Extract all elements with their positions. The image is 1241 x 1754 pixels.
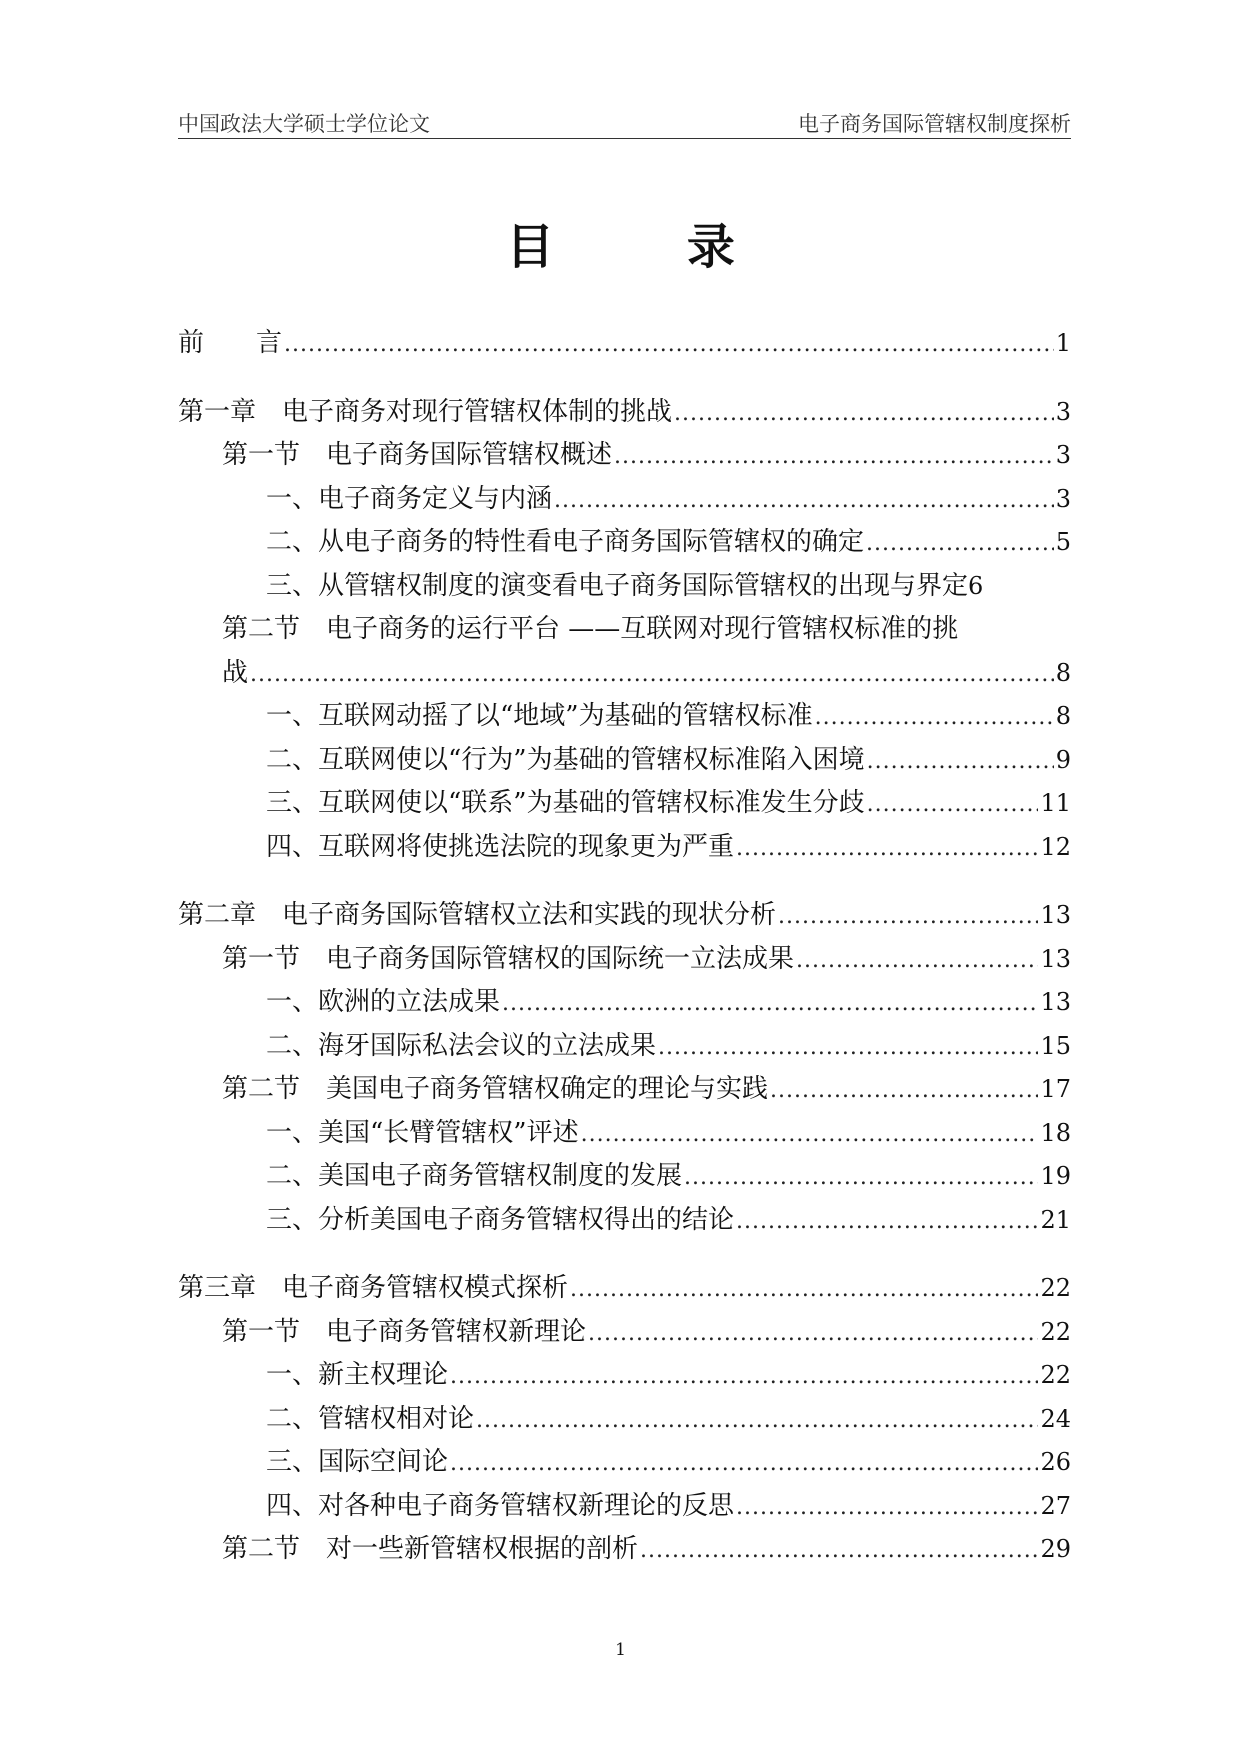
dot-leader	[778, 895, 1038, 939]
toc-entry-item[interactable]	[178, 1441, 1071, 1485]
toc-entry-page: 22	[1040, 1317, 1071, 1346]
toc-entry-page: 29	[1040, 1535, 1071, 1563]
toc-entry-label: 第二节 美国电子商务管辖权确定的理论与实践	[222, 1074, 769, 1104]
toc-entry-page: 27	[1040, 1491, 1071, 1520]
toc-entry-label: 一、美国“长臂管辖权”评述	[266, 1117, 579, 1148]
toc-entry-label: 二、美国电子商务管辖权制度的发展	[266, 1161, 683, 1191]
toc-entry-page: 11	[1040, 789, 1071, 817]
dot-leader	[476, 1399, 1038, 1443]
toc-entry-label: 第一节 电子商务管辖权新理论	[222, 1316, 587, 1347]
dot-leader	[450, 1355, 1038, 1399]
dot-leader	[284, 323, 1054, 367]
toc-entry-label: 三、互联网使以“联系”为基础的管辖权标准发生分歧	[266, 788, 865, 818]
dot-leader	[554, 479, 1054, 523]
toc-entry-page: 1	[1055, 329, 1071, 357]
toc-entry-section[interactable]	[178, 1068, 1071, 1112]
toc-entry-label: 三、分析美国电子商务管辖权得出的结论	[266, 1204, 735, 1235]
dot-leader	[770, 1069, 1038, 1113]
dot-leader	[640, 1529, 1038, 1573]
toc-entry-label: 四、对各种电子商务管辖权新理论的反思	[266, 1490, 735, 1521]
toc-entry-item[interactable]	[178, 826, 1071, 870]
dot-leader	[796, 939, 1038, 983]
toc-entry-label: 二、从电子商务的特性看电子商务国际管辖权的确定	[266, 527, 865, 557]
toc-entry-page: 18	[1040, 1118, 1071, 1147]
toc-entry-section[interactable]	[178, 1311, 1071, 1355]
dot-leader	[581, 1113, 1039, 1157]
toc-title: 目 录	[506, 219, 793, 275]
toc-entry-item[interactable]	[178, 1025, 1071, 1069]
toc-entry-item[interactable]	[178, 1155, 1071, 1199]
toc-entry-page: 3	[1055, 484, 1071, 513]
table-of-contents	[178, 322, 1071, 1572]
toc-entry-page: 8	[1055, 658, 1071, 687]
toc-entry-label: 一、电子商务定义与内涵	[266, 483, 553, 514]
toc-entry-item[interactable]	[178, 521, 1071, 565]
toc-entry-label: 战	[222, 657, 249, 688]
toc-entry-label: 第一节 电子商务国际管辖权概述	[222, 440, 613, 470]
toc-entry-label: 四、互联网将使挑选法院的现象更为严重	[266, 831, 735, 862]
toc-entry-page: 15	[1040, 1031, 1071, 1060]
toc-entry-label: 一、新主权理论	[266, 1360, 449, 1390]
toc-entry-chapter-2[interactable]	[178, 894, 1071, 938]
toc-entry-item[interactable]	[178, 1485, 1071, 1529]
dot-leader	[588, 1312, 1038, 1356]
toc-entry-page: 22	[1040, 1274, 1071, 1302]
toc-entry-item[interactable]	[178, 782, 1071, 826]
toc-entry-label: 二、海牙国际私法会议的立法成果	[266, 1030, 657, 1061]
dot-leader	[866, 522, 1054, 566]
toc-entry-chapter-1[interactable]	[178, 391, 1071, 435]
toc-entry-label: 第二章 电子商务国际管辖权立法和实践的现状分析	[178, 900, 777, 930]
toc-entry-page: 9	[1055, 745, 1071, 774]
toc-entry-label: 前 言	[178, 328, 283, 358]
dot-leader	[867, 740, 1054, 784]
toc-entry-page: 13	[1040, 944, 1071, 973]
dot-leader	[614, 435, 1054, 479]
dot-leader	[658, 1026, 1038, 1070]
dot-leader	[815, 696, 1054, 740]
dot-leader	[570, 1268, 1038, 1312]
toc-entry-page: 6	[968, 571, 984, 600]
toc-entry-page: 22	[1040, 1361, 1071, 1389]
toc-entry-label: 第三章 电子商务管辖权模式探析	[178, 1273, 569, 1303]
toc-entry-item[interactable]	[178, 1354, 1071, 1398]
toc-entry-page: 5	[1055, 528, 1071, 556]
dot-leader	[674, 392, 1054, 436]
header-thesis-title: 电子商务国际管辖权制度探析	[798, 112, 1071, 136]
toc-entry-page: 12	[1040, 832, 1071, 861]
toc-entry-page: 13	[1040, 901, 1071, 929]
toc-entry-item[interactable]	[178, 739, 1071, 783]
running-header	[178, 104, 1071, 139]
toc-entry-item[interactable]	[178, 1398, 1071, 1442]
toc-entry-item[interactable]	[178, 478, 1071, 522]
dot-leader	[250, 653, 1054, 697]
toc-entry-item[interactable]	[178, 695, 1071, 739]
toc-entry-label: 第二节 对一些新管辖权根据的剖析	[222, 1534, 639, 1564]
toc-entry-chapter-3[interactable]	[178, 1267, 1071, 1311]
toc-entry-item[interactable]	[178, 981, 1071, 1025]
toc-entry-label: 第一章 电子商务对现行管辖权体制的挑战	[178, 396, 673, 427]
toc-entry-section-line2[interactable]	[178, 652, 1071, 696]
toc-entry-label: 二、管辖权相对论	[266, 1403, 475, 1434]
toc-entry-page: 21	[1040, 1205, 1071, 1234]
toc-entry-page: 3	[1055, 397, 1071, 426]
toc-entry-label: 一、互联网动摇了以“地域”为基础的管辖权标准	[266, 701, 813, 731]
toc-entry-page: 26	[1040, 1448, 1071, 1476]
dot-leader	[502, 982, 1038, 1026]
page-number: 1	[615, 1640, 626, 1660]
toc-entry-label: 第一节 电子商务国际管辖权的国际统一立法成果	[222, 943, 795, 974]
toc-entry-page: 17	[1040, 1075, 1071, 1103]
toc-entry-page: 3	[1055, 441, 1071, 469]
dot-leader	[450, 1442, 1038, 1486]
toc-entry-page: 24	[1040, 1404, 1071, 1433]
toc-entry-label: 三、从管辖权制度的演变看电子商务国际管辖权的出现与界定	[266, 570, 969, 601]
toc-entry-page: 19	[1040, 1162, 1071, 1190]
header-thesis-type: 中国政法大学硕士学位论文	[178, 112, 430, 136]
dot-leader	[867, 783, 1039, 827]
dot-leader	[736, 1200, 1038, 1244]
toc-entry-label: 一、欧洲的立法成果	[266, 987, 501, 1017]
toc-entry-page: 13	[1040, 988, 1071, 1016]
dot-leader	[736, 827, 1038, 871]
toc-entry-item[interactable]	[178, 1199, 1071, 1243]
toc-entry-section[interactable]	[178, 1528, 1071, 1572]
toc-entry-section-line1[interactable]	[178, 608, 1071, 652]
toc-entry-section[interactable]	[178, 938, 1071, 982]
toc-entry-item[interactable]	[178, 565, 1071, 609]
toc-entry-label: 第二节 电子商务的运行平台 ——互联网对现行管辖权标准的挑	[222, 614, 959, 644]
toc-entry-preface[interactable]	[178, 322, 1071, 366]
dot-leader	[736, 1486, 1038, 1530]
toc-entry-label: 二、互联网使以“行为”为基础的管辖权标准陷入困境	[266, 744, 865, 775]
dot-leader	[684, 1156, 1038, 1200]
toc-entry-label: 三、国际空间论	[266, 1447, 449, 1477]
toc-entry-page: 8	[1055, 702, 1071, 730]
toc-entry-item[interactable]	[178, 1112, 1071, 1156]
toc-entry-section[interactable]	[178, 434, 1071, 478]
